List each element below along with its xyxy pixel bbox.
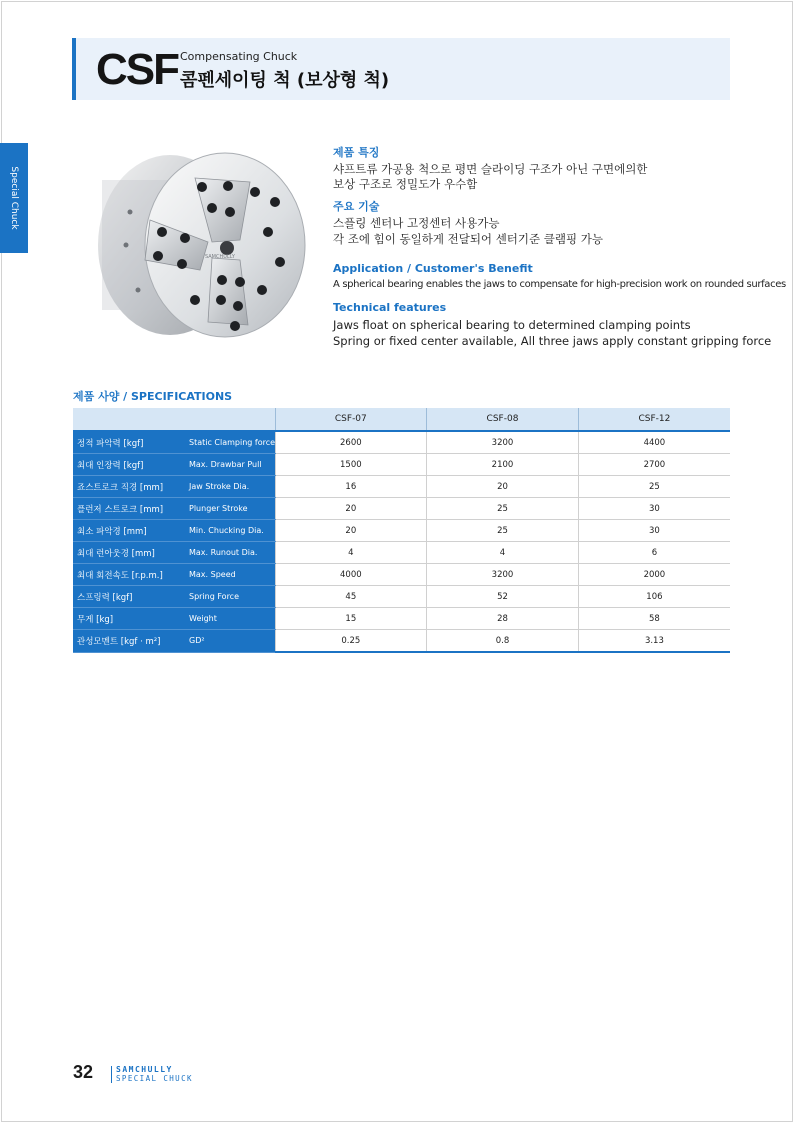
spec-value: 106 (578, 586, 730, 608)
spec-value: 3200 (427, 431, 579, 454)
product-subtitle-ko: 콤펜세이팅 척 (보상형 척) (180, 70, 390, 91)
spec-value: 45 (275, 586, 427, 608)
spec-label-ko: 죠스트로크 직경 [mm] (73, 476, 183, 498)
brand-tagline: SPECIAL CHUCK (116, 1074, 193, 1083)
spec-value: 3200 (427, 564, 579, 586)
spec-value: 16 (275, 476, 427, 498)
application-line-1: A spherical bearing enables the jaws to compensate for high-precision work on rounded surfaces (333, 279, 786, 290)
spec-row (73, 431, 730, 454)
spec-value: 20 (275, 498, 427, 520)
spec-label-en: Weight (183, 608, 275, 630)
application-heading: Application / Customer's Benefit (333, 262, 533, 275)
ko-feature-line-2: 보상 구조로 정밀도가 우수함 (333, 177, 478, 191)
spec-label-en: Plunger Stroke (183, 498, 275, 520)
spec-row (73, 564, 730, 586)
spec-value: 2000 (578, 564, 730, 586)
footer-divider (111, 1066, 112, 1083)
technical-feature-line-1: Jaws float on spherical bearing to determined clamping points (333, 318, 691, 332)
spec-value: 30 (578, 498, 730, 520)
spec-label-ko: 무게 [kg] (73, 608, 183, 630)
spec-value: 2700 (578, 454, 730, 476)
spec-label-en: Min. Chucking Dia. (183, 520, 275, 542)
spec-label-en: Max. Drawbar Pull (183, 454, 275, 476)
center-hole (220, 241, 234, 255)
spec-value: 2100 (427, 454, 579, 476)
header-accent-bar (72, 38, 76, 100)
spec-row (73, 520, 730, 542)
spec-col-header: CSF-12 (578, 408, 730, 431)
spec-label-en: GD² (183, 630, 275, 653)
spec-header-blank (73, 408, 275, 431)
spec-label-en: Spring Force (183, 586, 275, 608)
spec-value: 6 (578, 542, 730, 564)
spec-label-ko: 최대 회전속도 [r.p.m.] (73, 564, 183, 586)
spec-section-title: 제품 사양 / SPECIFICATIONS (73, 390, 233, 403)
spec-row (73, 630, 730, 653)
spec-value: 52 (427, 586, 579, 608)
spec-row (73, 476, 730, 498)
ko-tech-heading: 주요 기술 (333, 200, 380, 213)
side-tab-label: Special Chuck (9, 166, 19, 230)
spec-label-ko: 플런저 스트로크 [mm] (73, 498, 183, 520)
page-number: 32 (73, 1062, 94, 1082)
spec-label-ko: 최소 파악경 [mm] (73, 520, 183, 542)
technical-features-heading: Technical features (333, 301, 447, 314)
ko-tech-line-1: 스플링 센터나 고정센터 사용가능 (333, 216, 500, 230)
spec-value: 0.25 (275, 630, 427, 653)
spec-value: 30 (578, 520, 730, 542)
header (72, 38, 730, 100)
spec-label-ko: 최대 런아웃경 [mm] (73, 542, 183, 564)
image-brand-text: SAMCHULLY (205, 254, 235, 260)
spec-label-ko: 정적 파악력 [kgf] (73, 431, 183, 454)
side-tab (0, 143, 28, 253)
spec-value: 1500 (275, 454, 427, 476)
spec-col-header: CSF-07 (275, 408, 427, 431)
spec-row (73, 454, 730, 476)
spec-label-en: Max. Runout Dia. (183, 542, 275, 564)
spec-row (73, 586, 730, 608)
spec-value: 20 (275, 520, 427, 542)
spec-value: 0.8 (427, 630, 579, 653)
spec-value: 25 (427, 520, 579, 542)
spec-label-en: Max. Speed (183, 564, 275, 586)
spec-col-header: CSF-08 (427, 408, 579, 431)
product-code: CSF (96, 45, 178, 94)
spec-value: 4 (427, 542, 579, 564)
spec-value: 25 (578, 476, 730, 498)
technical-feature-line-2: Spring or fixed center available, All three jaws apply constant gripping force (333, 334, 772, 348)
spec-label-en: Static Clamping force (183, 431, 275, 454)
spec-value: 4000 (275, 564, 427, 586)
spec-label-en: Jaw Stroke Dia. (183, 476, 275, 498)
spec-row (73, 498, 730, 520)
ko-feature-heading: 제품 특징 (333, 146, 380, 159)
spec-value: 4 (275, 542, 427, 564)
spec-header-row (73, 408, 730, 431)
spec-label-ko: 스프링력 [kgf] (73, 586, 183, 608)
spec-value: 3.13 (578, 630, 730, 653)
chuck-product-image (90, 140, 310, 345)
spec-value: 2600 (275, 431, 427, 454)
spec-value: 58 (578, 608, 730, 630)
product-subtitle-en: Compensating Chuck (180, 50, 298, 63)
ko-feature-line-1: 샤프트류 가공용 척으로 평면 슬라이딩 구조가 아닌 구면에의한 (333, 162, 648, 176)
spec-label-ko: 최대 인장력 [kgf] (73, 454, 183, 476)
spec-value: 28 (427, 608, 579, 630)
spec-label-ko: 관성모멘트 [kgf · m²] (73, 630, 183, 653)
spec-value: 25 (427, 498, 579, 520)
spec-row (73, 608, 730, 630)
spec-value: 4400 (578, 431, 730, 454)
ko-tech-line-2: 각 조에 힘이 동일하게 전달되어 센터기준 클램핑 가능 (333, 232, 603, 246)
spec-row (73, 542, 730, 564)
spec-value: 20 (427, 476, 579, 498)
spec-value: 15 (275, 608, 427, 630)
spec-table (73, 408, 730, 653)
brand-name: SAMCHULLY (116, 1065, 173, 1074)
